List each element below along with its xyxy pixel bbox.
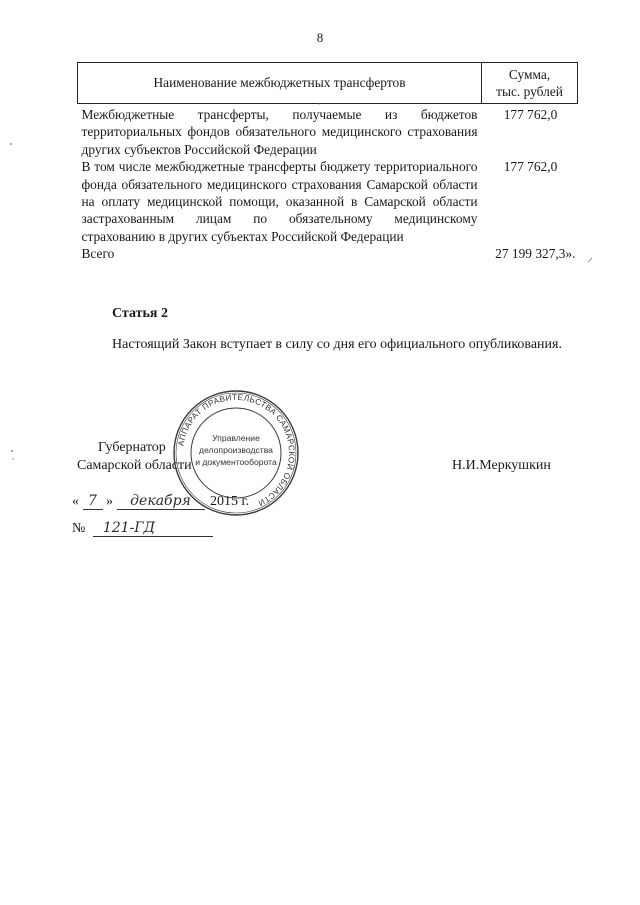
date-open-quote: « xyxy=(72,494,79,509)
number-value: 121-ГД xyxy=(93,520,213,537)
row-sum-total: 27 199 327,3». xyxy=(495,246,576,262)
governor-title: Губернатор xyxy=(98,440,166,455)
table-row-total xyxy=(78,245,578,262)
document-date xyxy=(72,493,249,510)
document-number xyxy=(72,520,213,537)
header-sum-unit: тыс. рублей xyxy=(496,84,563,99)
row-sum: 177 762,0 xyxy=(503,107,558,122)
header-sum-cell xyxy=(482,63,578,104)
row-sum: 177 762,0 xyxy=(503,159,558,175)
stamp-line-2: делопроизводства xyxy=(199,445,273,455)
header-name-cell: Наименование межбюджетных трансфертов xyxy=(78,63,482,104)
table-row xyxy=(78,158,578,245)
date-close-quote: » xyxy=(106,494,113,509)
row-name: Межбюджетные трансферты, получаемые из бюджетов территориальных фондов обязательного медицинского страхования других субъектов Российской Федерации xyxy=(81,107,478,157)
article-title: Статья 2 xyxy=(112,306,168,321)
row-name-total: Всего xyxy=(81,246,115,262)
row-name: В том числе межбюджетные трансферты бюджету территориального фонда обязательного медицинского страхования Самарской области на оплату медицинской помощи, оказанной в Самарской области застрахованным лицам по обязательному медицинскому страхованию в других субъектах Российской Федерации xyxy=(81,159,478,244)
governor-region: Самарской области xyxy=(77,458,192,473)
stamp-outer-text: АППАРАТ ПРАВИТЕЛЬСТВА САМАРСКОЙ ОБЛАСТИ xyxy=(176,392,297,508)
date-day: 7 xyxy=(83,493,103,510)
stamp-line-1: Управление xyxy=(212,433,260,443)
table-row xyxy=(78,106,578,158)
stamp-line-3: и документооборота xyxy=(195,457,277,467)
number-label: № xyxy=(72,521,86,536)
table-header-row xyxy=(78,63,578,104)
governor-name: Н.И.Меркушкин xyxy=(452,458,551,473)
header-sum-label: Сумма, xyxy=(508,67,551,82)
transfers-table xyxy=(77,62,578,263)
article-body: Настоящий Закон вступает в силу со дня его официального опубликования. xyxy=(112,337,562,352)
page-number: 8 xyxy=(316,30,324,45)
date-month: декабря xyxy=(117,493,205,510)
date-year: 2015 г. xyxy=(210,494,250,509)
